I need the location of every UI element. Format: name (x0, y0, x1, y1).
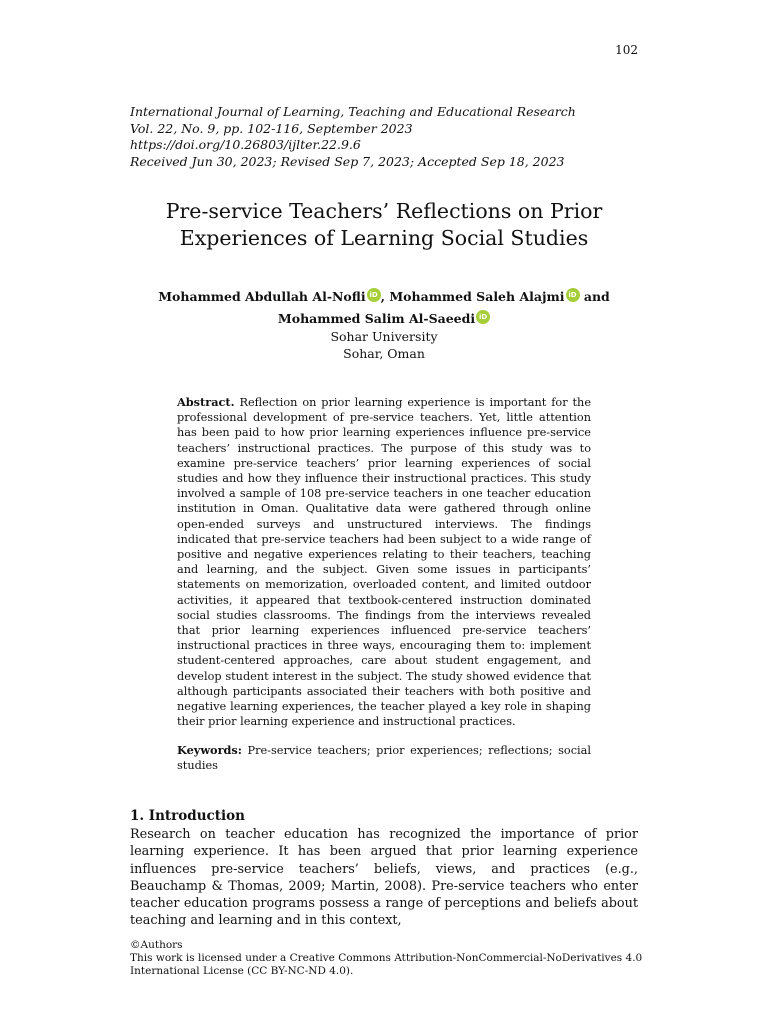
journal-doi[interactable]: https://doi.org/10.26803/ijlter.22.9.6 (130, 137, 361, 152)
abstract-text: Reflection on prior learning experience is important for the professional development of pre-service teachers. Yet, little attention has been paid to how prior learning experiences influence pre-service teachers’ instructional practices. The purpose of this study was to examine pre-service teachers’ prior learning experiences of social studies and how they influence their instructional practices. This study involved a sample of 108 pre-service teachers in one teacher education institution in Oman. Qualitative data were gathered through online open-ended surveys and unstructured interviews. The findings indicated that pre-service teachers had been subject to a wide range of positive and negative experiences relating to their teachers, teaching and learning, and the subject. Given some issues in participants’ statements on memorization, overloaded content, and limited outdoor activities, it appeared that textbook-centered instruction dominated social studies classrooms. The findings from the interviews revealed that prior learning experiences influenced pre-service teachers’ instructional practices in three ways, encouraging them to: implement student-centered approaches, care about student engagement, and develop student interest in the subject. The study showed evidence that although participants associated their teachers with both positive and negative learning experiences, the teacher played a key role in shaping their prior learning experience and instructional practices. (177, 396, 592, 729)
journal-volume: Vol. 22, No. 9, pp. 102-116, September 2023 (130, 120, 413, 136)
copyright-notice: ©Authors (130, 939, 183, 951)
author-name: Mohammed Saleh Alajmi (389, 289, 565, 304)
journal-dates: Received Jun 30, 2023; Revised Sep 7, 2023; Accepted Sep 18, 2023 (130, 153, 565, 169)
orcid-icon[interactable]: iD (476, 310, 490, 324)
introduction-paragraph: Research on teacher education has recognized the importance of prior learning experience. It has been argued that prior learning experience influences pre-service teachers’ beliefs, views, and practices (e.g., Beauchamp & Thomas, 2009; Martin, 2008). Pre-service teachers who enter teacher education programs possess a range of perceptions and beliefs about teaching and learning and in this context, (130, 827, 638, 929)
author-name: Mohammed Salim Al-Saeedi (277, 311, 476, 326)
keywords-label: Keywords: (177, 743, 242, 757)
affiliation (110, 329, 658, 362)
keywords (177, 743, 591, 773)
author-list (110, 286, 658, 330)
affiliation-university: Sohar University (330, 329, 438, 344)
section-heading-introduction: 1. Introduction (130, 808, 245, 824)
page-number: 102 (615, 43, 638, 57)
journal-info (130, 104, 650, 170)
paper-title: Pre-service Teachers’ Reflections on Prior Experiences of Learning Social Studies (165, 199, 603, 250)
license-line-1: This work is licensed under a Creative Commons Attribution-NonCommercial-NoDerivatives 4.0 (130, 952, 643, 964)
keywords-text: Pre-service teachers; prior experiences; reflections; social studies (177, 744, 592, 773)
orcid-icon[interactable]: iD (566, 288, 580, 302)
orcid-icon[interactable]: iD (367, 288, 381, 302)
author-line-2 (110, 308, 658, 330)
author-name: Mohammed Abdullah Al-Nofli (158, 289, 366, 304)
abstract (177, 395, 591, 729)
license-line-2: International License (CC BY-NC-ND 4.0). (130, 965, 354, 977)
journal-name: International Journal of Learning, Teaching and Educational Research (130, 104, 576, 119)
license-footer (130, 939, 650, 978)
affiliation-location: Sohar, Oman (343, 345, 425, 361)
author-separator: , (380, 289, 390, 304)
author-conjunction: and (579, 289, 610, 304)
abstract-label: Abstract. (177, 395, 235, 409)
author-line-1 (110, 286, 658, 308)
